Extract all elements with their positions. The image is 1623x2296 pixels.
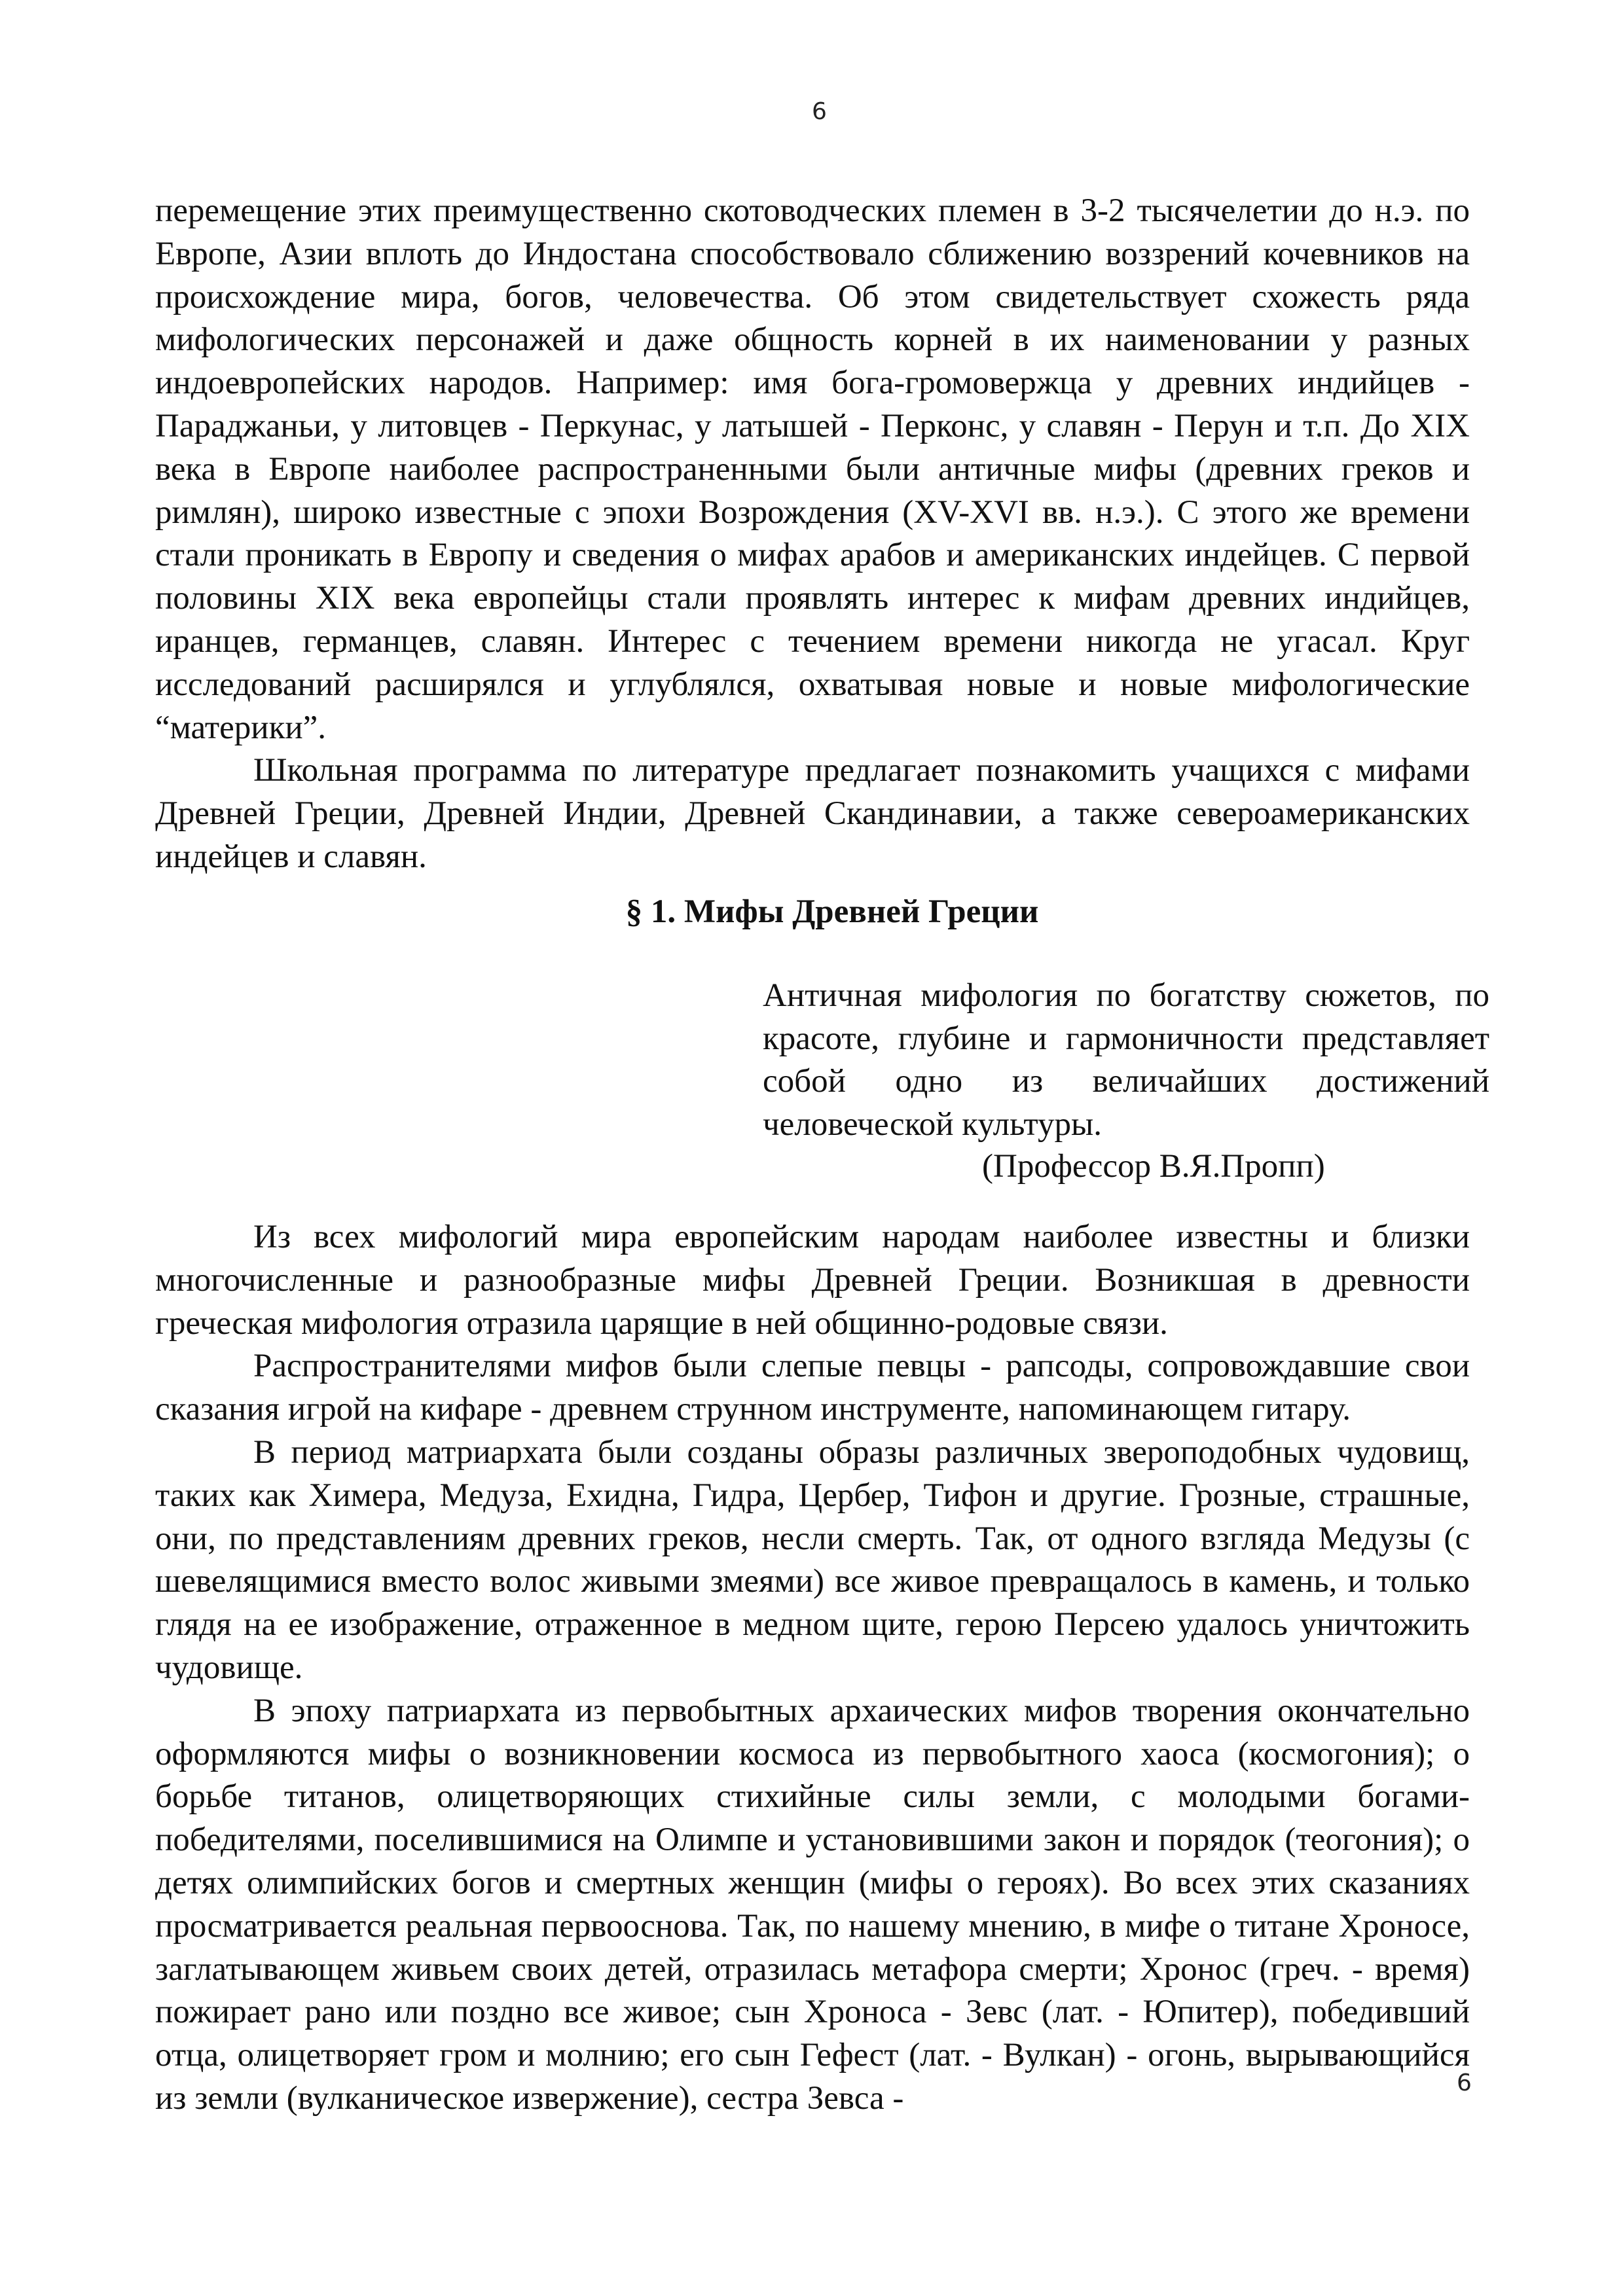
epigraph-text: Античная мифология по богатству сюжетов, по красоте, глубине и гармоничности представляет собой одно из величайших достижений человеческой культуры.	[763, 977, 1489, 1143]
main-paragraph-3: В период матриархата были созданы образы различных звероподобных чудовищ, таких как Химера, Медуза, Ехидна, Гидра, Цербер, Тифон и другие. Грозные, страшные, они, по представлениям древних греков, несли смерть. Так, от одного взгляда Медузы (с шевелящимися вместо волос живыми змеями) все живое превращалось в камень, и только глядя на ее изображение, отраженное в медном щите, герою Персею удалось уничтожить чудовище.	[155, 1433, 1470, 1686]
main-paragraph-1: Из всех мифологий мира европейским народам наиболее известны и близки многочисленные и разнообразные мифы Древней Греции. Возникшая в древности греческая мифология отразила царящие в ней общинно-родовые связи.	[155, 1219, 1470, 1342]
main-text	[155, 1216, 1470, 2121]
intro-text	[155, 190, 1470, 879]
page-number-bottom: 6	[1457, 2070, 1472, 2096]
epigraph-author: (Профессор В.Я.Пропп)	[982, 1148, 1325, 1185]
main-paragraph-4: В эпоху патриархата из первобытных архаических мифов творения окончательно оформляются мифы о возникновении космоса из первобытного хаоса (космогония); о борьбе титанов, олицетворяющих стихийные силы земли, с молодыми богами-победителями, поселившимися на Олимпе и установившими закон и порядок (теогония); о детях олимпийских богов и смертных женщин (мифы о героях). Во всех этих сказаниях просматривается реальная первооснова. Так, по нашему мнению, в мифе о титане Хроносе, заглатывающем живьем своих детей, отразилась метафора смерти; Хронос (греч. - время) пожирает рано или поздно все живое; сын Хроноса - Зевс (лат. - Юпитер), победивший отца, олицетворяет гром и молнию; его сын Гефест (лат. - Вулкан) - огонь, вырывающийся из земли (вулканическое извержение), сестра Зевса -	[155, 1692, 1470, 2117]
page-number-top: 6	[812, 98, 827, 125]
intro-paragraph-2: Школьная программа по литературе предлагает познакомить учащихся с мифами Древней Греции, Древней Индии, Древней Скандинавии, а также североамериканских индейцев и славян.	[155, 752, 1470, 875]
intro-paragraph-1: перемещение этих преимущественно скотоводческих племен в 3-2 тысячелетии до н.э. по Европе, Азии вплоть до Индостана способствовало сближению воззрений кочевников на происхождение мира, богов, человечества. Об этом свидетельствует схожесть ряда мифологических персонажей и даже общность корней в их наименовании у разных индоевропейских народов. Например: имя бога-громовержца у древних индийцев - Параджаньи, у литовцев - Перкунас, у латышей - Перконс, у славян - Перун и т.п. До XIX века в Европе наиболее распространенными были античные мифы (древних греков и римлян), широко известные с эпохи Возрождения (XV-XVI вв. н.э.). С этого же времени стали проникать в Европу и сведения о мифах арабов и американских индейцев. С первой половины XIX века европейцы стали проявлять интерес к мифам древних индийцев, иранцев, германцев, славян. Интерес с течением времени никогда не угасал. Круг исследований расширялся и углублялся, охватывая новые и новые мифологические “материки”.	[155, 192, 1470, 746]
section-title	[155, 890, 1470, 933]
section-title-text: § 1. Мифы Древней Греции	[625, 893, 1039, 930]
main-paragraph-2: Распространителями мифов были слепые певцы - рапсоды, сопровождавшие свои сказания игрой на кифаре - древнем струнном инструменте, напоминающем гитару.	[155, 1348, 1470, 1428]
